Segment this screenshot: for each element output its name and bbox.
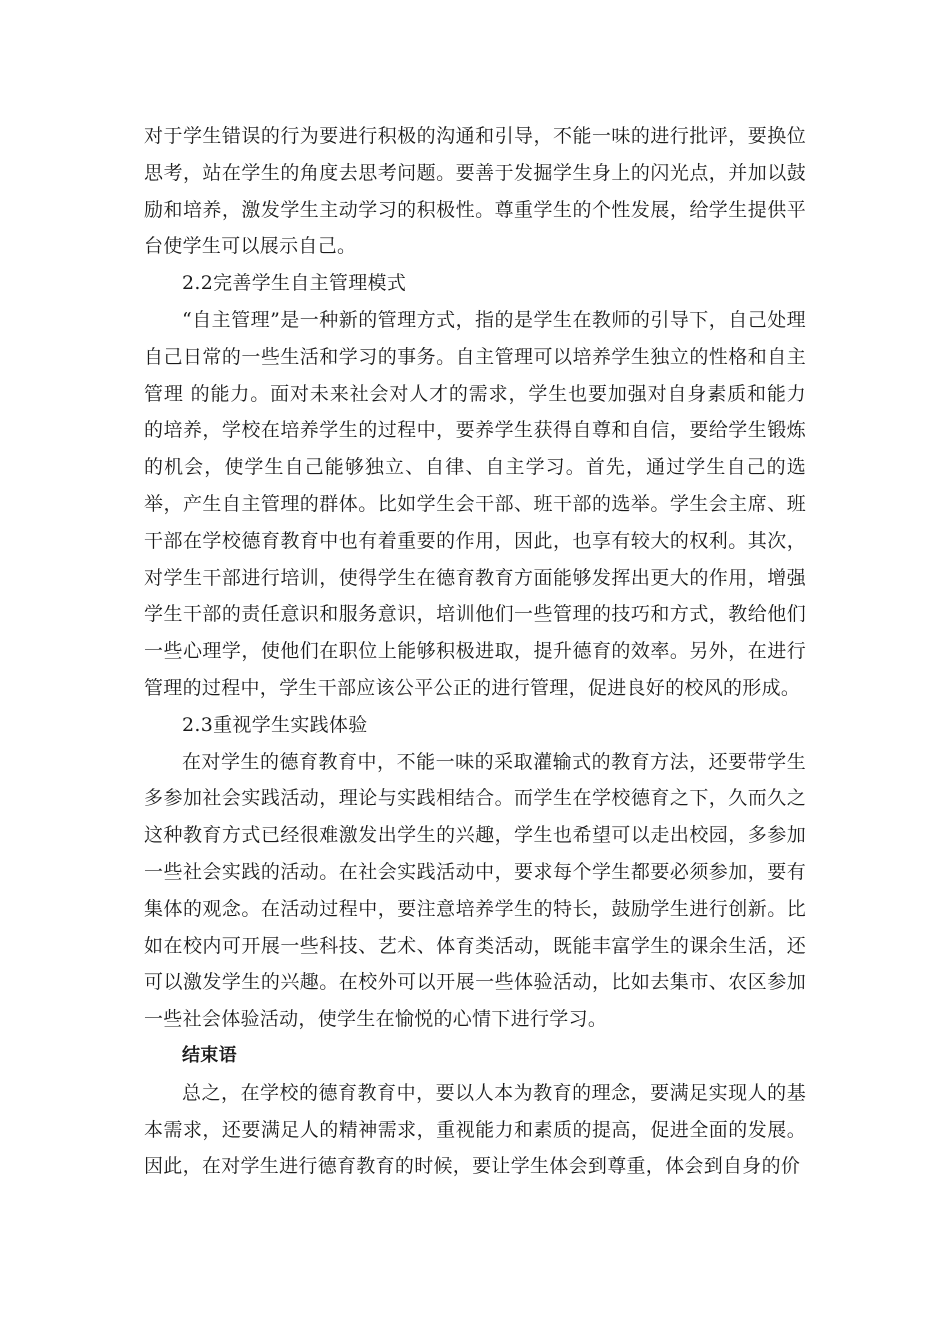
paragraph-conclusion: 总之，在学校的德育教育中，要以人本为教育的理念，要满足实现人的基本需求，还要满足人的精神需求，重视能力和素质的提高，促进全面的发展。因此，在对学生进行德育教育的时候，要让学生体会到尊重，体会到自身的价 bbox=[144, 1081, 806, 1178]
conclusion-heading: 结束语 bbox=[182, 1044, 237, 1066]
paragraph-practice-experience: 在对学生的德育教育中，不能一味的采取灌输式的教育方法，还要带学生多参加社会实践活动，理论与实践相结合。而学生在学校德育之下，久而久之这种教育方式已经很难激发出学生的兴趣，学生也希望可以走出校园，多参加一些社会实践的活动。在社会实践活动中，要求每个学生都要必须参加，要有集体的观念。在活动过程中，要注意培养学生的特长，鼓励学生进行创新。比如在校内可开展一些科技、艺术、体育类活动，既能丰富学生的课余生活，还可以激发学生的兴趣。在校外可以开展一些体验活动，比如去集市、农区参加一些社会体验活动，使学生在愉悦的心情下进行学习。 bbox=[144, 750, 806, 1031]
section-heading-2-3: 2.3重视学生实践体验 bbox=[182, 713, 368, 736]
paragraph-self-management: “自主管理”是一种新的管理方式，指的是学生在教师的引导下，自己处理自己日常的一些生活和学习的事务。自主管理可以培养学生独立的性格和自主管理 的能力。面对未来社会对人才的需求，学生也要加强对自身素质和能力的培养，学校在培养学生的过程中，要养学生获得自尊和自信，要给学生锻炼的机会，使学生自己能够独立、自律、自主学习。首先，通过学生自己的选举，产生自主管理的群体。比如学生会干部、班干部的选举。学生会主席、班干部在学校德育教育中也有着重要的作用，因此，也享有较大的权利。其次，对学生干部进行培训，使得学生在德育教育方面能够发挥出更大的作用，增强学生干部的责任意识和服务意识，培训他们一些管理的技巧和方式，教给他们一些心理学，使他们在职位上能够积极进取，提升德育的效率。另外，在进行管理的过程中，学生干部应该公平公正的进行管理，促进良好的校风的形成。 bbox=[144, 308, 806, 699]
paragraph-continued: 对于学生错误的行为要进行积极的沟通和引导，不能一味的进行批评，要换位思考，站在学生的角度去思考问题。要善于发掘学生身上的闪光点，并加以鼓励和培养，激发学生主动学习的积极性。尊重学生的个性发展，给学生提供平台使学生可以展示自己。 bbox=[144, 125, 806, 258]
document-body bbox=[144, 118, 806, 1185]
section-heading-2-2: 2.2完善学生自主管理模式 bbox=[182, 272, 407, 295]
